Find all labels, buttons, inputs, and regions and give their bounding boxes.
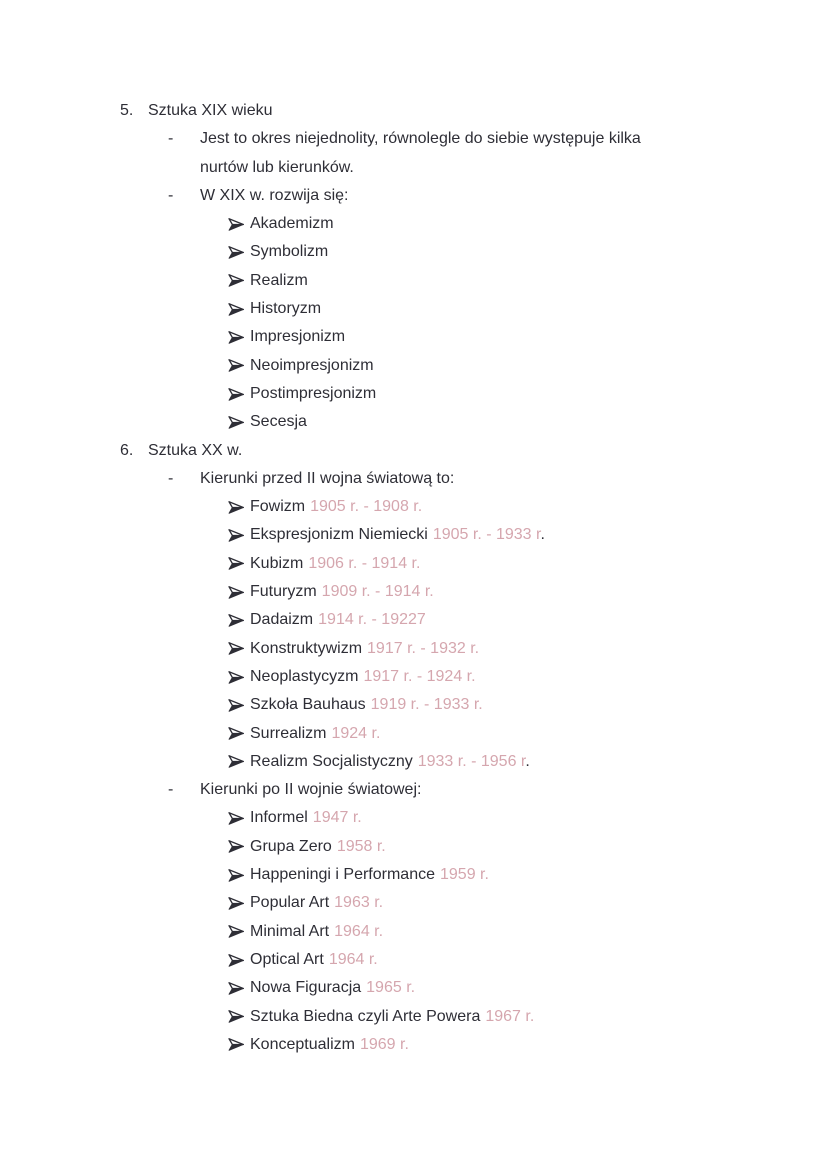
movement-name: Konceptualizm <box>250 1035 355 1053</box>
movement-name: Surrealizm <box>250 724 327 742</box>
movement-name: Secesja <box>250 413 307 431</box>
group-heading: W XIX w. rozwija się: <box>200 186 349 204</box>
arrow-bullet-icon <box>228 1031 250 1059</box>
movement-name: Akademizm <box>250 215 334 233</box>
dash-bullet: - <box>168 130 174 148</box>
movement-dates: 1959 r. <box>440 866 489 884</box>
arrow-bullet-icon <box>228 663 250 691</box>
movement-name: Popular Art <box>250 894 330 912</box>
movement-dates: 1947 r. <box>312 809 362 827</box>
movement-item <box>0 889 828 917</box>
group-heading-item <box>0 465 828 493</box>
section-number: 6. <box>120 441 134 459</box>
movement-dates: 1919 r. - 1933 r. <box>370 696 483 714</box>
movement-name: Historyzm <box>250 300 322 318</box>
section-number: 5. <box>120 102 134 119</box>
movement-item <box>0 974 828 1002</box>
movement-item <box>0 238 828 266</box>
movement-dates: 1924 r. <box>331 724 381 742</box>
movement-item <box>0 267 828 295</box>
arrow-bullet-icon <box>228 889 250 917</box>
movement-name: Minimal Art <box>250 922 330 940</box>
date-suffix: . <box>525 752 530 770</box>
movement-item <box>0 521 828 549</box>
arrow-bullet-icon <box>228 691 250 719</box>
arrow-bullet-icon <box>228 748 250 776</box>
movement-name: Konstruktywizm <box>250 639 363 657</box>
section-title: Sztuka XX w. <box>148 441 243 459</box>
movement-name: Optical Art <box>250 950 324 968</box>
movement-item <box>0 408 828 436</box>
movement-item <box>0 918 828 946</box>
movement-item <box>0 861 828 889</box>
movement-item <box>0 804 828 832</box>
movement-item <box>0 833 828 861</box>
movement-dates: 1917 r. - 1932 r. <box>367 639 480 657</box>
movement-dates: 1933 r. - 1956 r <box>417 752 526 770</box>
movement-dates: 1969 r. <box>359 1035 409 1053</box>
movement-name: Fowizm <box>250 498 306 516</box>
arrow-bullet-icon <box>228 861 250 889</box>
movement-name: Sztuka Biedna czyli Arte Powera <box>250 1007 481 1025</box>
movement-item <box>0 295 828 323</box>
note-line: Jest to okres niejednolity, równolegle do siebie występuje kilka <box>200 130 641 148</box>
date-suffix: . <box>540 526 545 544</box>
arrow-bullet-icon <box>228 493 250 521</box>
movement-name: Dadaizm <box>250 611 314 629</box>
arrow-bullet-icon <box>228 323 250 351</box>
arrow-bullet-icon <box>228 408 250 436</box>
movement-dates: 1958 r. <box>336 837 386 855</box>
movement-item <box>0 1003 828 1031</box>
group-heading-item <box>0 776 828 804</box>
section-heading-sztuka-xx <box>0 437 828 465</box>
dash-bullet: - <box>168 186 174 204</box>
arrow-bullet-icon <box>228 295 250 323</box>
movement-name: Grupa Zero <box>250 837 332 855</box>
movement-item <box>0 635 828 663</box>
movement-name: Neoplastycyzm <box>250 667 359 685</box>
movement-item <box>0 606 828 634</box>
arrow-bullet-icon <box>228 578 250 606</box>
movement-item <box>0 493 828 521</box>
arrow-bullet-icon <box>228 720 250 748</box>
movement-dates: 1964 r. <box>334 922 384 940</box>
arrow-bullet-icon <box>228 550 250 578</box>
movement-name: Szkoła Bauhaus <box>250 696 366 714</box>
movement-dates: 1905 r. - 1933 r <box>432 526 541 544</box>
movement-item <box>0 946 828 974</box>
arrow-bullet-icon <box>228 1003 250 1031</box>
movement-name: Impresjonizm <box>250 328 346 346</box>
movement-dates: 1917 r. - 1924 r. <box>363 667 476 685</box>
note-item <box>0 125 828 182</box>
arrow-bullet-icon <box>228 833 250 861</box>
group-heading-item <box>0 182 828 210</box>
movement-name: Kubizm <box>250 554 304 572</box>
movement-name: Happeningi i Performance <box>250 866 435 884</box>
movement-name: Symbolizm <box>250 243 329 261</box>
arrow-bullet-icon <box>228 238 250 266</box>
movement-dates: 1963 r. <box>334 894 384 912</box>
movement-item <box>0 380 828 408</box>
movement-item <box>0 720 828 748</box>
note-line: nurtów lub kierunków. <box>200 158 354 176</box>
arrow-bullet-icon <box>228 606 250 634</box>
movement-item <box>0 550 828 578</box>
movement-name: Ekspresjonizm Niemiecki <box>250 526 428 544</box>
section-title: Sztuka XIX wieku <box>148 102 273 119</box>
arrow-bullet-icon <box>228 352 250 380</box>
dash-bullet: - <box>168 781 174 799</box>
arrow-bullet-icon <box>228 974 250 1002</box>
arrow-bullet-icon <box>228 521 250 549</box>
movement-name: Futuryzm <box>250 583 317 601</box>
movement-item <box>0 748 828 776</box>
group-heading: Kierunki przed II wojna światową to: <box>200 469 455 487</box>
movement-name: Neoimpresjonizm <box>250 356 374 374</box>
arrow-bullet-icon <box>228 804 250 832</box>
movement-item <box>0 210 828 238</box>
arrow-bullet-icon <box>228 635 250 663</box>
arrow-bullet-icon <box>228 210 250 238</box>
section-heading-sztuka-xix <box>0 97 828 125</box>
movement-item <box>0 663 828 691</box>
movement-dates: 1909 r. - 1914 r. <box>321 583 434 601</box>
movement-item <box>0 323 828 351</box>
note-text <box>200 125 720 182</box>
movement-dates: 1905 r. - 1908 r. <box>310 498 423 516</box>
arrow-bullet-icon <box>228 918 250 946</box>
movement-item <box>0 691 828 719</box>
movement-name: Nowa Figuracja <box>250 979 362 997</box>
movement-dates: 1906 r. - 1914 r. <box>308 554 421 572</box>
movement-name: Postimpresjonizm <box>250 384 377 402</box>
movement-dates: 1965 r. <box>366 979 416 997</box>
arrow-bullet-icon <box>228 380 250 408</box>
group-heading: Kierunki po II wojnie światowej: <box>200 781 422 799</box>
movement-item <box>0 578 828 606</box>
arrow-bullet-icon <box>228 946 250 974</box>
movement-dates: 1967 r. <box>485 1007 535 1025</box>
movement-name: Realizm Socjalistyczny <box>250 752 413 770</box>
movement-dates: 1914 r. - 19227 <box>318 611 426 629</box>
movement-dates: 1964 r. <box>328 950 378 968</box>
movement-name: Realizm <box>250 271 308 289</box>
arrow-bullet-icon <box>228 267 250 295</box>
dash-bullet: - <box>168 469 174 487</box>
movement-item <box>0 352 828 380</box>
movement-name: Informel <box>250 809 308 827</box>
movement-item <box>0 1031 828 1059</box>
